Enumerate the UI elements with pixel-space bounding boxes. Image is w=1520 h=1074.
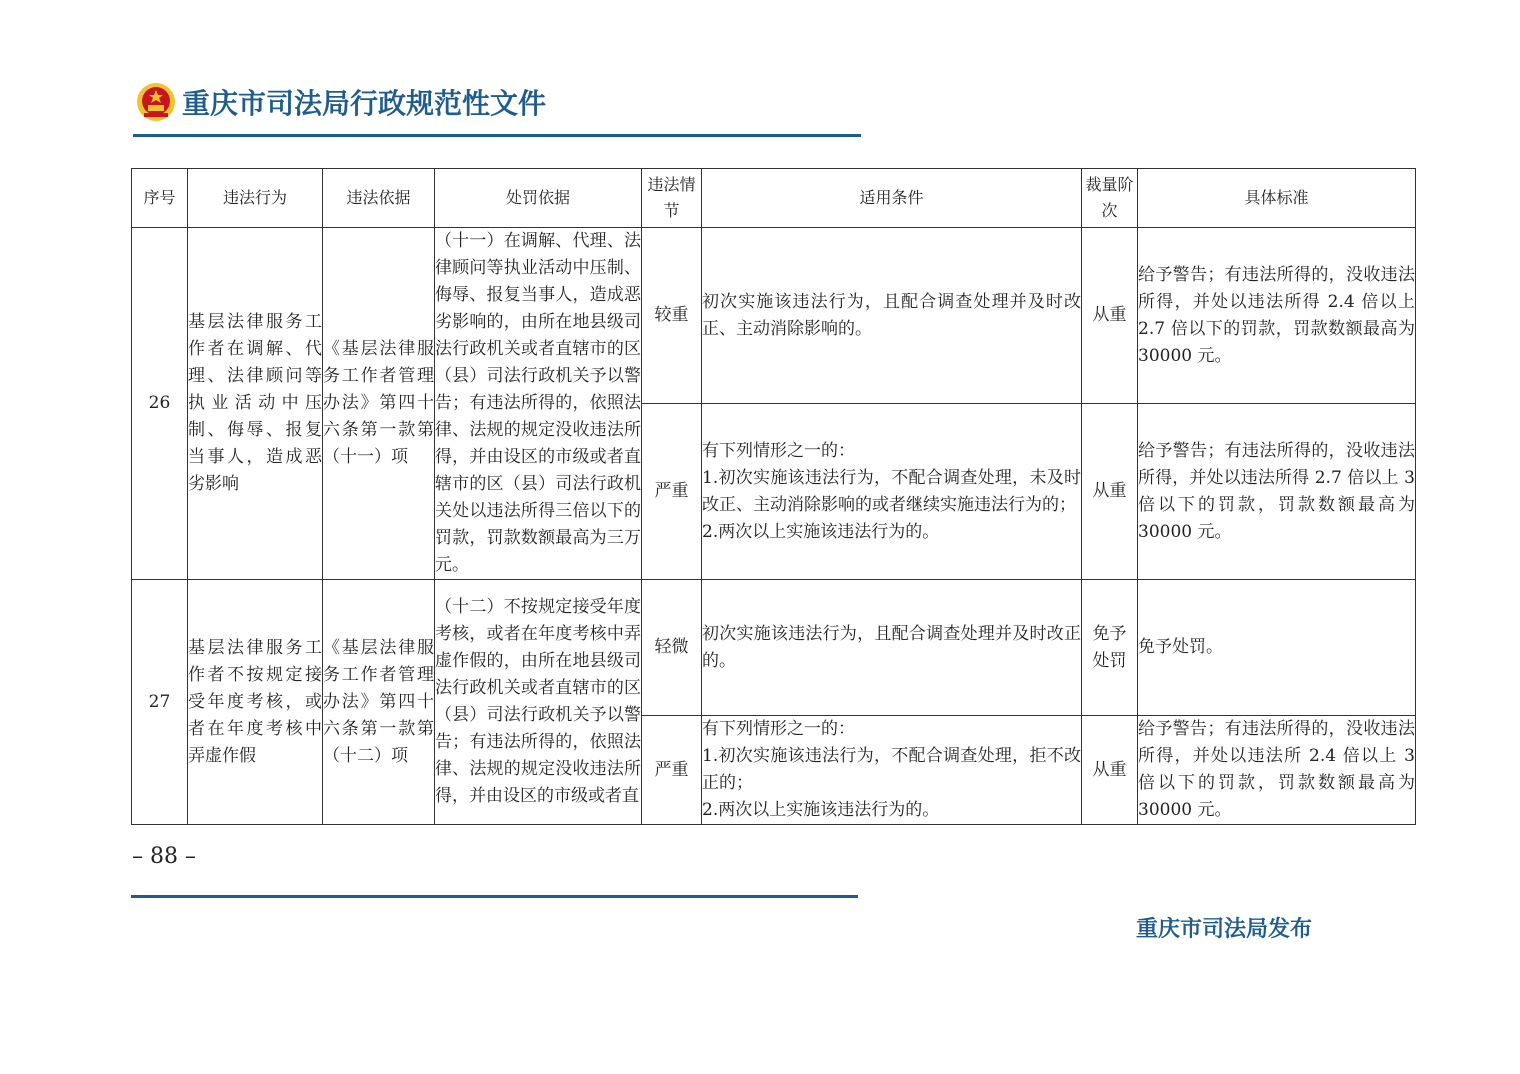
document-header xyxy=(136,78,546,126)
header-standard: 具体标准 xyxy=(1138,169,1416,228)
header-behavior: 违法行为 xyxy=(188,169,323,228)
specific-standard: 给予警告；有违法所得的，没收违法所得，并处以违法所得 2.7 倍以上 3 倍以下的罚款，罚款数额最高为 30000 元。 xyxy=(1138,404,1416,580)
table-row xyxy=(132,580,1416,716)
header-conditions: 适用条件 xyxy=(702,169,1082,228)
condition-line: 1.初次实施该违法行为，不配合调查处理，拒不改正的； xyxy=(702,746,1081,793)
discretion-level: 从重 xyxy=(1082,404,1138,580)
circumstance: 严重 xyxy=(642,716,702,825)
condition-line: 2.两次以上实施该违法行为的。 xyxy=(702,521,940,542)
header-basis: 违法依据 xyxy=(323,169,435,228)
conditions xyxy=(702,404,1082,580)
specific-standard: 给予警告；有违法所得的，没收违法所得，并处以违法所得 2.4 倍以上 2.7 倍以下的罚款，罚款数额最高为 30000 元。 xyxy=(1138,228,1416,404)
footer-divider xyxy=(131,895,858,898)
discretion-level: 从重 xyxy=(1082,716,1138,825)
header-penalty-basis: 处罚依据 xyxy=(435,169,642,228)
condition-line: 有下列情形之一的： xyxy=(702,719,855,739)
discretion-level: 免予处罚 xyxy=(1082,580,1138,716)
condition-line: 2.两次以上实施该违法行为的。 xyxy=(702,800,940,820)
violation-behavior: 基层法律服务工作者不按规定接受年度考核，或者在年度考核中弄虚作假 xyxy=(188,580,323,825)
discretion-level: 从重 xyxy=(1082,228,1138,404)
circumstance: 严重 xyxy=(642,404,702,580)
header-no: 序号 xyxy=(132,169,188,228)
condition-line: 1.初次实施该违法行为，不配合调查处理，未及时改正、主动消除影响的或者继续实施违法行为的； xyxy=(702,467,1081,515)
penalty-standard-table xyxy=(131,168,1416,825)
condition-line: 初次实施该违法行为，且配合调查处理并及时改正、主动消除影响的。 xyxy=(702,291,1081,339)
specific-standard: 免予处罚。 xyxy=(1138,580,1416,716)
national-emblem-icon xyxy=(136,82,176,122)
header-title: 重庆市司法局行政规范性文件 xyxy=(182,87,547,120)
violation-basis: 《基层法律服务工作者管理办法》第四十六条第一款第（十二）项 xyxy=(323,580,435,825)
page-number: – 88 – xyxy=(132,844,196,869)
circumstance: 轻微 xyxy=(642,580,702,716)
header-level: 裁量阶次 xyxy=(1082,169,1138,228)
table-row xyxy=(132,228,1416,404)
condition-line: 初次实施该违法行为，且配合调查处理并及时改正的。 xyxy=(702,623,1081,671)
circumstance: 较重 xyxy=(642,228,702,404)
condition-line: 有下列情形之一的： xyxy=(702,440,855,461)
table-header-row xyxy=(132,169,1416,228)
conditions xyxy=(702,580,1082,716)
publisher-label: 重庆市司法局发布 xyxy=(1136,917,1313,942)
penalty-basis: （十二）不按规定接受年度考核，或者在年度考核中弄虚作假的，由所在地县级司法行政机关或者直辖市的区（县）司法行政机关予以警告；有违法所得的，依照法律、法规的规定没收违法所得，并由设区的市级或者直 xyxy=(435,580,642,825)
header-circumstance: 违法情节 xyxy=(642,169,702,228)
header-divider xyxy=(133,134,861,137)
penalty-basis: （十一）在调解、代理、法律顾问等执业活动中压制、侮辱、报复当事人，造成恶劣影响的，由所在地县级司法行政机关或者直辖市的区（县）司法行政机关予以警告；有违法所得的，依照法律、法规的规定没收违法所得，并由设区的市级或者直辖市的区（县）司法行政机关处以违法所得三倍以下的罚款，罚款数额最高为三万元。 xyxy=(435,228,642,580)
item-number: 27 xyxy=(132,580,188,825)
item-number: 26 xyxy=(132,228,188,580)
conditions xyxy=(702,228,1082,404)
violation-behavior: 基层法律服务工作者在调解、代理、法律顾问等执业活动中压制、侮辱、报复当事人，造成恶劣影响 xyxy=(188,228,323,580)
specific-standard: 给予警告；有违法所得的，没收违法所得，并处以违法所 2.4 倍以上 3 倍以下的罚款，罚款数额最高为 30000 元。 xyxy=(1138,716,1416,825)
violation-basis: 《基层法律服务工作者管理办法》第四十六条第一款第（十一）项 xyxy=(323,228,435,580)
conditions xyxy=(702,716,1082,825)
